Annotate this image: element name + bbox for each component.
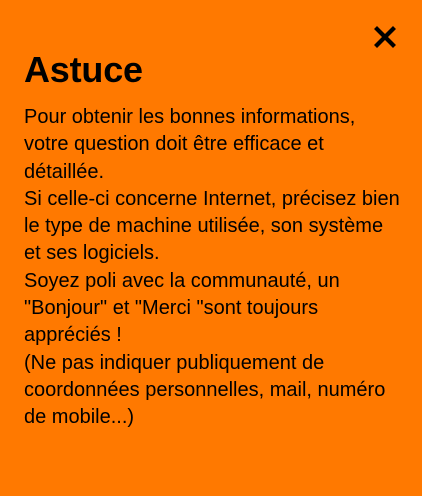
close-button[interactable] [374, 26, 396, 48]
tip-paragraph-privacy: (Ne pas indiquer publiquement de coordonnées personnelles, mail, numéro de mobile...) [24, 351, 386, 429]
tip-body [24, 104, 404, 432]
tip-paragraph-question: Pour obtenir les bonnes informations, votre question doit être efficace et détaillée. [24, 106, 356, 183]
close-icon [374, 26, 396, 48]
tip-title: Astuce [24, 49, 143, 90]
tip-paragraph-internet: Si celle-ci concerne Internet, précisez bien le type de machine utilisée, son système et ses logiciels. [24, 187, 400, 265]
tip-paragraph-politeness: Soyez poli avec la communauté, un "Bonjour" et "Merci "sont toujours appréciés ! [24, 269, 340, 347]
